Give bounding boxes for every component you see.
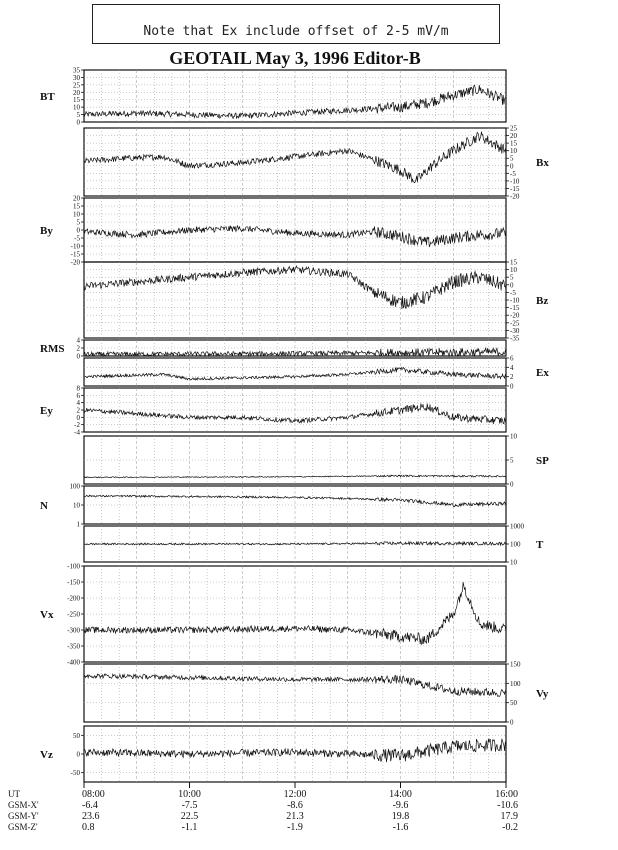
y-tick-label: 4 xyxy=(76,336,80,345)
y-tick-label: -15 xyxy=(510,184,520,193)
y-tick-label: -5 xyxy=(510,169,516,178)
y-tick-label: 5 xyxy=(76,111,80,120)
footer-value: 08:00 xyxy=(82,789,105,800)
y-tick-label: 50 xyxy=(510,699,517,708)
y-tick-label: 2 xyxy=(510,373,514,382)
y-tick-label: 0 xyxy=(76,750,80,759)
y-tick-label: 6 xyxy=(510,354,514,363)
y-tick-label: -35 xyxy=(510,334,520,343)
y-tick-label: 10 xyxy=(510,147,517,156)
footer-value: 23.6 xyxy=(82,811,100,822)
y-tick-label: 35 xyxy=(73,66,80,75)
y-tick-label: -2 xyxy=(74,421,80,430)
y-tick-label: -10 xyxy=(510,296,520,305)
panel-n xyxy=(81,486,506,524)
y-tick-label: 4 xyxy=(76,399,80,408)
panel-rms xyxy=(81,340,506,356)
footer-value: 0.8 xyxy=(82,822,95,833)
y-tick-label: 100 xyxy=(510,540,521,549)
panel-label: Bx xyxy=(536,157,549,169)
panel-vx xyxy=(81,566,506,662)
y-tick-label: 20 xyxy=(510,132,517,141)
y-tick-label: 2 xyxy=(76,406,80,415)
y-tick-label: 25 xyxy=(510,124,517,133)
y-tick-label: 4 xyxy=(510,363,514,372)
y-tick-label: 0 xyxy=(76,118,80,127)
y-tick-label: -20 xyxy=(70,258,80,267)
y-tick-label: 6 xyxy=(76,391,80,400)
footer-value: -10.6 xyxy=(497,800,518,811)
y-tick-label: -300 xyxy=(67,626,80,635)
y-tick-label: 0 xyxy=(510,382,514,391)
y-tick-label: 10 xyxy=(510,432,517,441)
y-tick-label: 15 xyxy=(73,202,80,211)
panel-vy xyxy=(84,664,509,722)
y-tick-label: -200 xyxy=(67,594,80,603)
footer-value: 10:00 xyxy=(178,789,201,800)
footer-value: -1.9 xyxy=(287,822,303,833)
panel-vz xyxy=(81,726,506,782)
footer-value: -0.2 xyxy=(502,822,518,833)
footer-value: 19.8 xyxy=(391,811,410,822)
panel-label: By xyxy=(40,225,53,237)
footer-value: -1.1 xyxy=(181,822,198,833)
y-tick-label: 5 xyxy=(510,456,514,465)
y-tick-label: 1 xyxy=(76,520,80,529)
panel-ey xyxy=(81,388,506,432)
y-tick-label: -5 xyxy=(74,234,80,243)
y-tick-label: -250 xyxy=(67,610,80,619)
footer-value: 16:00 xyxy=(495,789,518,800)
footer-value: 12:00 xyxy=(283,789,307,800)
footer-value: 14:00 xyxy=(389,789,412,800)
y-tick-label: -150 xyxy=(67,578,80,587)
panel-bz xyxy=(84,262,509,338)
panel-label: N xyxy=(40,500,48,512)
footer-row-label: GSM-Y' xyxy=(8,811,39,821)
y-tick-label: 10 xyxy=(510,558,517,567)
y-tick-label: 5 xyxy=(510,154,514,163)
y-tick-label: 1000 xyxy=(510,522,524,531)
y-tick-label: 15 xyxy=(510,139,517,148)
y-tick-label: 10 xyxy=(73,501,80,510)
y-tick-label: 15 xyxy=(510,258,517,267)
footer-value: -8.6 xyxy=(287,800,303,811)
y-tick-label: -30 xyxy=(510,326,520,335)
y-tick-label: -10 xyxy=(70,242,80,251)
y-tick-label: 15 xyxy=(73,96,80,105)
y-tick-label: 20 xyxy=(73,194,80,203)
footer-row-label: GSM-X' xyxy=(8,800,39,810)
y-tick-label: 10 xyxy=(73,210,80,219)
panel-label: Ex xyxy=(536,367,549,379)
panel-bt xyxy=(81,70,506,122)
y-tick-label: 30 xyxy=(73,73,80,82)
panel-label: Vy xyxy=(536,688,549,700)
note-text: Note that Ex include offset of 2-5 mV/m xyxy=(143,24,449,39)
y-tick-label: -400 xyxy=(67,658,80,667)
footer-value: -7.5 xyxy=(181,800,198,811)
footer-value: -1.6 xyxy=(392,822,409,833)
y-tick-label: 0 xyxy=(510,281,514,290)
panel-label: T xyxy=(536,539,544,551)
footer-row-label: UT xyxy=(8,789,20,799)
footer-row-label: GSM-Z' xyxy=(8,822,38,832)
y-tick-label: 50 xyxy=(73,731,80,740)
panel-label: SP xyxy=(536,455,549,467)
panel-ex xyxy=(84,358,509,386)
footer-value: 21.3 xyxy=(286,811,304,822)
footer-value: 17.9 xyxy=(500,811,518,822)
y-tick-label: -20 xyxy=(510,192,520,201)
y-tick-label: 100 xyxy=(69,482,80,491)
y-tick-label: 20 xyxy=(73,88,80,97)
panel-label: Ey xyxy=(40,405,53,417)
y-tick-label: -15 xyxy=(70,250,80,259)
panel-label: Vx xyxy=(40,609,54,621)
y-tick-label: -25 xyxy=(510,319,520,328)
panel-frame xyxy=(84,664,506,722)
y-tick-label: 8 xyxy=(76,384,80,393)
footer-value: -6.4 xyxy=(82,800,98,811)
y-tick-label: 25 xyxy=(73,81,80,90)
y-tick-label: 0 xyxy=(76,352,80,361)
panel-by xyxy=(81,198,506,262)
y-tick-label: 150 xyxy=(510,660,521,669)
y-tick-label: 5 xyxy=(510,273,514,282)
footer-value: 22.5 xyxy=(180,811,199,822)
panel-label: RMS xyxy=(40,343,65,355)
y-tick-label: -50 xyxy=(70,769,80,778)
y-tick-label: -350 xyxy=(67,642,80,651)
y-tick-label: 0 xyxy=(510,718,514,727)
y-tick-label: 100 xyxy=(510,679,521,688)
y-tick-label: 2 xyxy=(76,344,80,353)
panel-sp xyxy=(84,436,509,484)
y-tick-label: -100 xyxy=(67,562,80,571)
y-tick-label: -10 xyxy=(510,177,520,186)
panel-bx xyxy=(84,128,509,196)
panel-label: Bz xyxy=(536,295,549,307)
y-tick-label: -4 xyxy=(74,428,80,437)
footer-value: -9.6 xyxy=(392,800,409,811)
panel-label: BT xyxy=(40,91,55,103)
y-tick-label: -5 xyxy=(510,288,516,297)
panel-t xyxy=(84,526,509,562)
y-tick-label: 0 xyxy=(510,162,514,171)
y-tick-label: 0 xyxy=(76,413,80,422)
y-tick-label: 10 xyxy=(510,266,517,275)
y-tick-label: 5 xyxy=(76,218,80,227)
y-tick-label: 10 xyxy=(73,103,80,112)
panel-label: Vz xyxy=(40,749,53,761)
y-tick-label: -20 xyxy=(510,311,520,320)
y-tick-label: 0 xyxy=(510,480,514,489)
y-tick-label: -15 xyxy=(510,304,520,313)
chart-title: GEOTAIL May 3, 1996 Editor-B xyxy=(169,48,421,68)
y-tick-label: 0 xyxy=(76,226,80,235)
